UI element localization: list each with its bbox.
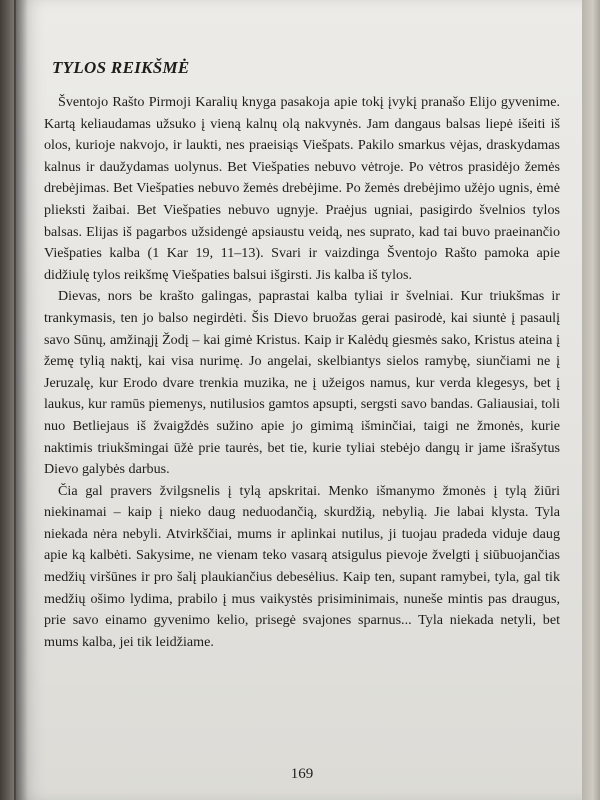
book-page	[16, 0, 584, 800]
page-stack-edge	[582, 0, 600, 800]
binding-gutter-shadow	[14, 0, 28, 800]
section-title: TYLOS REIKŠMĖ	[52, 58, 190, 77]
page-number: 169	[290, 766, 314, 782]
paragraph-3: Čia gal pravers žvilgsnelis į tylą apskritai. Menko išmanymo žmonės į tylą žiūri niekinamai – kaip į nieko daug neduodančią, skurdžią, nebylią. Jie labai klysta. Tyla niekada nėra nebyli. Atvirkščiai, mums ir aplinkai nutilus, ji tuojau pradeda viduje daug apie ką kalbėti. Sakysime, ne vienam teko vasarą atsigulus pievoje žvelgti į siūbuojančias medžių viršūnes ir pro šalį plaukiančius debesėlius. Kaip ten, supant ramybei, tyla, gal tik medžių ošimo lydima, prabilo į mus vaikystės prisiminimais, nuneše mintis pas draugus, prie savo einamo gyvenimo kelio, prisegė svajones sparnus... Tyla niekada netyli, bet mums kalba, jei tik leidžiame.	[44, 482, 560, 650]
paragraph-1: Šventojo Rašto Pirmoji Karalių knyga pasakoja apie tokį įvykį pranašo Elijo gyvenime. Kartą keliaudamas užsuko į vieną kalnų olą nakvynės. Jam dangaus balsas liepė išeiti iš olos, kurioje nakvojo, ir laukti, nes praeisiąs Viešpats. Pakilo smarkus vėjas, draskydamas kalnus ir daužydamas uolynus. Bet Viešpaties nebuvo vėtroje. Po vėtros prasidėjo žemės drebėjimas. Bet Viešpaties nebuvo žemės drebėjime. Po žemės drebėjimo užėjo ugnis, ėmė plieksti žaibai. Bet Viešpaties nebuvo ugnyje. Praėjus ugniai, pasigirdo švelnios tylos balsas. Elijas iš pagarbos užsidengė apsiaustu veidą, nes suprato, kad tai buvo praeinančio Viešpaties kalba (1 Kar 19, 11–13). Svari ir vaizdinga Šventojo Rašto pamoka apie didžiulę tylos reikšmę Viešpaties balsui išgirsti. Jis kalba iš tylos.	[44, 94, 560, 283]
paragraph-2: Dievas, nors be krašto galingas, paprastai kalba tyliai ir švelniai. Kur triukšmas ir trankymasis, ten jo balso negirdėti. Šis Dievo bruožas gerai pasirodė, kai siuntė į pasaulį savo Sūnų, amžinąjį Žodį – kai gimė Kristus. Kaip ir Kalėdų giesmės sako, Kristus ateina į žemę tylią naktį, kai visa nurimę. Jo angelai, skelbiantys sielos ramybę, siunčiami ne į Jeruzalę, kur Erodo dvare trenkia muzika, ne į užeigos namus, kur verda klegesys, bet į laukus, kur ramūs piemenys, nutilusios gamtos apsupti, sergsti savo bandas. Galiausiai, toli nuo Betliejaus iš žvaigždės sužino apie jo gimimą išminčiai, taigi ne žmonės, kurie naktimis triukšmingai ūžė prie taurės, bet tie, kurie tyliai stebėjo dangų ir jame išrašytus Dievo galybės darbus.	[44, 288, 560, 478]
page-content	[44, 38, 560, 788]
